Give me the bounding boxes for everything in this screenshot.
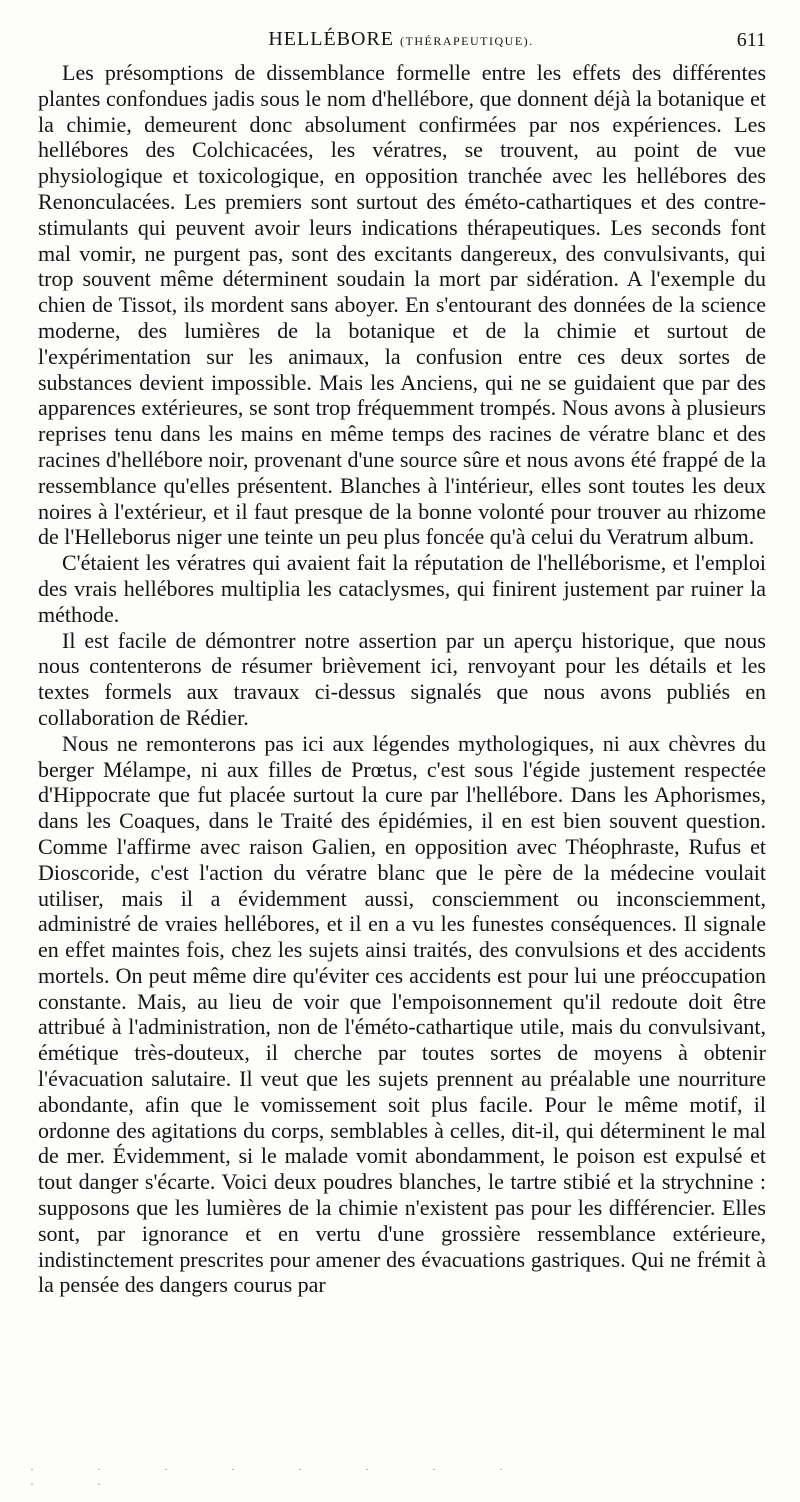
scan-artifact-marks: · · · · · · · · · · bbox=[30, 1462, 533, 1491]
paragraph-4: Nous ne remonterons pas ici aux légendes mythologiques, ni aux chèvres du berger Mélampe, ni aux filles de Prœtus, c'est sous l'égide justement respectée d'Hippocrate que fut placée surtout la cure par l'hellébore. Dans les Aphorismes, dans les Coaques, dans le Traité des épidémies, il en est bien souvent question. Comme l'affirme avec raison Galien, en opposition avec Théophraste, Rufus et Dioscoride, c'est l'action du vératre blanc que le père de la médecine voulait utiliser, mais il a évidemment aussi, consciemment ou inconsciemment, administré de vraies hellébores, et il en a vu les funestes conséquences. Il signale en effet maintes fois, chez les sujets ainsi traités, des convulsions et des accidents mortels. On peut même dire qu'éviter ces accidents est pour lui une préoccupation constante. Mais, au lieu de voir que l'empoisonnement qu'il redoute doit être attribué à l'administration, non de l'éméto-cathartique utile, mais du convulsivant, émétique très-douteux, il cherche par toutes sortes de moyens à obtenir l'évacuation salutaire. Il veut que les sujets prennent au préalable une nourriture abondante, afin que le vomissement soit plus facile. Pour le même motif, il ordonne des agitations du corps, semblables à celles, dit-il, qui déterminent le mal de mer. Évidemment, si le malade vomit abondamment, le poison est expulsé et tout danger s'écarte. Voici deux poudres blanches, le tartre stibié et la strychnine : supposons que les lumières de la chimie n'existent pas pour les différencier. Elles sont, par ignorance et en vertu d'une grossière ressemblance extérieure, indistinctement prescrites pour amener des évacuations gastriques. Qui ne frémit à la pensée des dangers courus par bbox=[38, 730, 766, 1298]
running-title-subtitle: (THÉRAPEUTIQUE). bbox=[400, 34, 534, 48]
paragraph-2: C'étaient les vératres qui avaient fait la réputation de l'helléborisme, et l'emploi des vrais hellébores multiplia les cataclysmes, qui finirent justement par ruiner la méthode. bbox=[38, 550, 766, 627]
paragraph-3: Il est facile de démontrer notre assertion par un aperçu historique, que nous nous contenterons de résumer brièvement ici, renvoyant pour les détails et les textes formels aux travaux ci-dessus signalés que nous avons publiés en collaboration de Rédier. bbox=[38, 627, 766, 730]
running-header bbox=[36, 28, 766, 62]
running-title bbox=[36, 28, 766, 51]
running-title-main: HELLÉBORE bbox=[268, 28, 394, 50]
page-number: 611 bbox=[736, 29, 766, 51]
body-text bbox=[38, 60, 766, 1298]
paragraph-1: Les présomptions de dissemblance formelle entre les effets des différentes plantes confondues jadis sous le nom d'hellébore, que donnent déjà la botanique et la chimie, demeurent donc absolument confirmées par nos expériences. Les hellébores des Colchicacées, les vératres, se trouvent, au point de vue physiologique et toxicologique, en opposition tranchée avec les hellébores des Renonculacées. Les premiers sont surtout des éméto-cathartiques et des contre-stimulants qui peuvent avoir leurs indications thérapeutiques. Les seconds font mal vomir, ne purgent pas, sont des excitants dangereux, des convulsivants, qui trop souvent même déterminent soudain la mort par sidération. A l'exemple du chien de Tissot, ils mordent sans aboyer. En s'entourant des données de la science moderne, des lumières de la botanique et de la chimie et surtout de l'expérimentation sur les animaux, la confusion entre ces deux sortes de substances devient impossible. Mais les Anciens, qui ne se guidaient que par des apparences extérieures, se sont trop fréquemment trompés. Nous avons à plusieurs reprises tenu dans les mains en même temps des racines de vératre blanc et des racines d'hellébore noir, provenant d'une source sûre et nous avons été frappé de la ressemblance qu'elles présentent. Blanches à l'intérieur, elles sont toutes les deux noires à l'extérieur, et il faut presque de la bonne volonté pour trouver au rhizome de l'Helleborus niger une teinte un peu plus foncée qu'à celui du Veratrum album. bbox=[38, 60, 766, 550]
